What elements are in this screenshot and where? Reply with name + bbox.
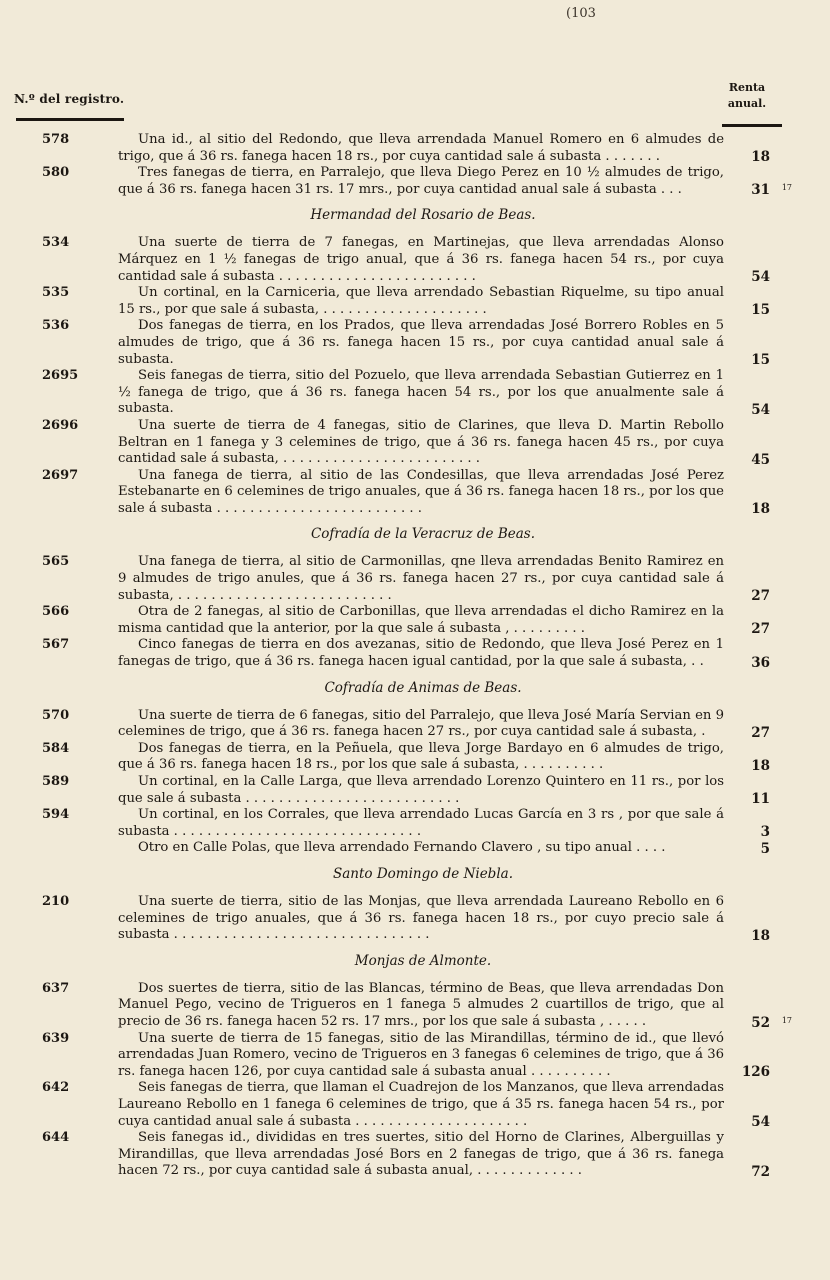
entry-description: Tres fanegas de tierra, en Parralejo, que lleva Diego Perez en 10 ½ almudes de trigo, que á 36 rs. fanega hacen 31 rs. 17 mrs., por cuya cantidad anual sale á subasta . . . [118,165,724,197]
registry-number: 534 [42,235,70,251]
registry-entry [0,235,830,285]
annual-rent: 11 [751,791,770,808]
annual-rent: 5 [760,840,770,857]
annual-rent: 27 [751,621,770,638]
section-heading: Cofradía de Animas de Beas. [324,679,522,696]
registry-entry [0,165,830,198]
annual-rent: 15 [751,352,770,369]
maravedis-note: 17 [781,183,792,193]
registry-entry [0,468,830,518]
registry-entry [0,1080,830,1130]
left-rule [16,118,124,121]
entry-description: Otro en Calle Polas, que lleva arrendado Fernando Clavero , su tipo anual . . . . [138,840,666,856]
annual-rent: 3 [760,824,770,841]
annual-rent: 27 [751,588,770,605]
registry-number: 584 [42,740,70,756]
entry-description: Seis fanegas de tierra, sitio del Pozuelo, que lleva arrendada Sebastian Gutierrez en 1 ½ fanega de trigo, que á 36 rs. fanega hacen 54 rs., por los que anualmente sale á subasta. [118,368,724,417]
entry-description: Una suerte de tierra, sitio de las Monjas, que lleva arrendada Laureano Rebollo en 6 celemines de trigo anuales, que á 36 rs. fanega hacen 18 rs., por cuyo precio sale á subasta . . . . . . . . . . . . . . . . . . . . . . . . . . . . . . . [118,893,724,943]
registry-entry [0,132,830,165]
registry-entry [0,318,830,368]
registry-number: 637 [42,980,70,996]
registry-number: 570 [42,707,70,723]
entry-description: Dos fanegas de tierra, en la Peñuela, que lleva Jorge Bardayo en 6 almudes de trigo, que á 36 rs. fanega hacen 18 rs., por los que sale á subasta, . . . . . . . . . . [118,740,724,773]
entry-description: Un cortinal, en los Corrales, que lleva arrendado Lucas García en 3 rs , por que sale á subasta . . . . . . . . . . . . . . . . . . . . . . . . . . . . . . [118,807,724,839]
registry-entry [0,1031,830,1081]
entry-description: Una suerte de tierra de 15 fanegas, sitio de las Mirandillas, término de id., que llevó arrendadas Juan Romero, vecino de Trigueros en 3 fanegas 6 celemines de trigo, que á 36 rs. fanega hacen 126, por cuya cantidad sale á subasta anual . . . . . . . . . . [118,1030,724,1079]
annual-rent: 18 [751,758,770,774]
annual-rent: 31 [751,182,770,199]
annual-rent: 18 [751,149,770,166]
registry-entry [0,894,830,944]
registry-number: 639 [42,1030,70,1046]
page-number: (103 [566,6,596,21]
registry-number: 2697 [42,467,79,483]
registry-number: 644 [42,1130,70,1146]
registry-number: 210 [42,893,70,909]
registry-number: 2695 [42,368,79,384]
section-heading: Hermandad del Rosario de Beas. [310,207,536,224]
registry-number: 2696 [42,417,79,433]
registry-number: 535 [42,285,70,301]
entry-description: Una suerte de tierra de 4 fanegas, sitio de Clarines, que lleva D. Martin Rebollo Beltran en 1 fanega y 3 celemines de trigo, que á 36 rs. fanega hacen 45 rs., por cuya cantidad sale á subasta, . . . . . . . . . . . . . . . . . . . . . . . . [118,417,724,467]
annual-rent: 126 [741,1064,770,1081]
entry-description: Seis fanegas id., divididas en tres suertes, sitio del Horno de Clarines, Alberguillas y Mirandillas, que lleva arrendadas José Bors en 2 fanegas de trigo, que á 36 rs. fanega hacen 72 rs., por cuya cantidad sale á subasta anual, . . . . . . . . . . . . . [118,1130,724,1179]
annual-rent: 18 [751,501,770,518]
entry-description: Una fanega de tierra, al sitio de las Condesillas, que lleva arrendadas José Perez Estebanarte en 6 celemines de trigo anuales, que á 36 rs. fanega hacen 18 rs., por los que sale á subasta . . . . . . . . . . . . . . . . . . . . . . . . . [118,467,724,516]
annual-rent: 54 [751,1114,770,1131]
annual-rent: 54 [751,401,770,418]
registry-entry [0,741,830,774]
entry-description: Seis fanegas de tierra, que llaman el Cuadrejon de los Manzanos, que lleva arrendadas Laureano Rebollo en 1 fanega 6 celemines de trigo, que á 35 rs. fanega hacen 54 rs., por cuya cantidad anual sale á subasta . . . . . . . . . . . . . . . . . . . . . [118,1080,724,1129]
registry-entry [0,981,830,1031]
section-heading: Monjas de Almonte. [354,952,492,969]
document-body [0,132,830,1180]
registry-number: 566 [42,604,70,620]
registry-entry [0,840,830,857]
registry-entry [0,807,830,840]
registry-entry [0,368,830,418]
registry-column-header: N.º del registro. [14,92,125,106]
registry-entry [0,554,830,604]
registry-number: 567 [42,637,70,653]
entry-description: Una suerte de tierra de 6 fanegas, sitio del Parralejo, que lleva José María Servian en 9 celemines de trigo, que á 36 rs. fanega hacen 27 rs., por cuya cantidad sale á subasta, . [118,707,724,740]
registry-entry [0,774,830,807]
annual-rent: 36 [751,654,770,671]
entry-description: Una id., al sitio del Redondo, que lleva arrendada Manuel Romero en 6 almudes de trigo, que á 36 rs. fanega hacen 18 rs., por cuya cantidad sale á subasta . . . . . . . [118,132,724,164]
annual-rent: 52 [751,1014,770,1031]
registry-number: 578 [42,132,70,147]
annual-rent: 54 [751,269,770,286]
registry-entry [0,418,830,468]
rent-header-line2: anual. [727,97,767,110]
annual-rent: 18 [751,927,770,944]
registry-entry [0,1130,830,1180]
registry-number: 580 [42,165,70,181]
entry-description: Una fanega de tierra, al sitio de Carmonillas, qne lleva arrendadas Benito Ramirez en 9 almudes de trigo anules, que á 36 rs. fanega hacen 27 rs., por cuya cantidad sale á subasta, . . . . . . . . . . . . . . . . . . . . . . . . . . [118,554,724,603]
annual-rent: 72 [751,1163,770,1180]
registry-number: 589 [42,774,70,789]
registry-number: 565 [42,554,70,570]
rent-header-line1: Renta [728,81,766,94]
annual-rent: 45 [751,451,770,468]
registry-entry [0,285,830,318]
entry-description: Un cortinal, en la Calle Larga, que lleva arrendado Lorenzo Quintero en 11 rs., por los que sale á subasta . . . . . . . . . . . . . . . . . . . . . . . . . . [118,774,724,806]
section-heading: Santo Domingo de Niebla. [332,865,513,882]
registry-entry [0,708,830,741]
section-heading: Cofradía de la Veracruz de Beas. [310,526,536,543]
rent-column-header [722,80,772,112]
entry-description: Otra de 2 fanegas, al sitio de Carbonillas, que lleva arrendadas el dicho Ramirez en la misma cantidad que la anterior, por la que sale á subasta , . . . . . . . . . [118,604,724,636]
entry-description: Dos suertes de tierra, sitio de las Blancas, término de Beas, que lleva arrendadas Don Manuel Pego, vecino de Trigueros en 1 fanega 5 almudes 2 cuartillos de trigo, que al precio de 36 rs. fanega hacen 52 rs. 17 mrs., por los que sale á subasta , . . . . . [118,980,724,1029]
annual-rent: 15 [751,302,770,319]
registry-number: 594 [42,807,70,823]
entry-description: Un cortinal, en la Carniceria, que lleva arrendado Sebastian Riquelme, su tipo anual 15 rs., por que sale á subasta, . . . . . . . . . . . . . . . . . . . . [118,285,724,317]
registry-entry [0,637,830,670]
registry-number: 536 [42,318,70,334]
entry-description: Una suerte de tierra de 7 fanegas, en Martinejas, que lleva arrendadas Alonso Márquez en 1 ½ fanegas de trigo anual, que á 36 rs. fanega hacen 54 rs., por cuya cantidad sale á subasta . . . . . . . . . . . . . . . . . . . . . . . . [118,235,724,284]
entry-description: Dos fanegas de tierra, en los Prados, que lleva arrendadas José Borrero Robles en 5 almudes de trigo, que á 36 rs. fanega hacen 15 rs., por cuya cantidad anual sale á subasta. [118,318,724,367]
right-rule [722,124,782,127]
annual-rent: 27 [751,724,770,741]
maravedis-note: 17 [781,1015,792,1025]
registry-entry [0,604,830,637]
registry-number: 642 [42,1080,70,1096]
entry-description: Cinco fanegas de tierra en dos avezanas, sitio de Redondo, que lleva José Perez en 1 fanegas de trigo, que á 36 rs. fanega hacen igual cantidad, por la que sale á subasta, . . [118,637,724,670]
